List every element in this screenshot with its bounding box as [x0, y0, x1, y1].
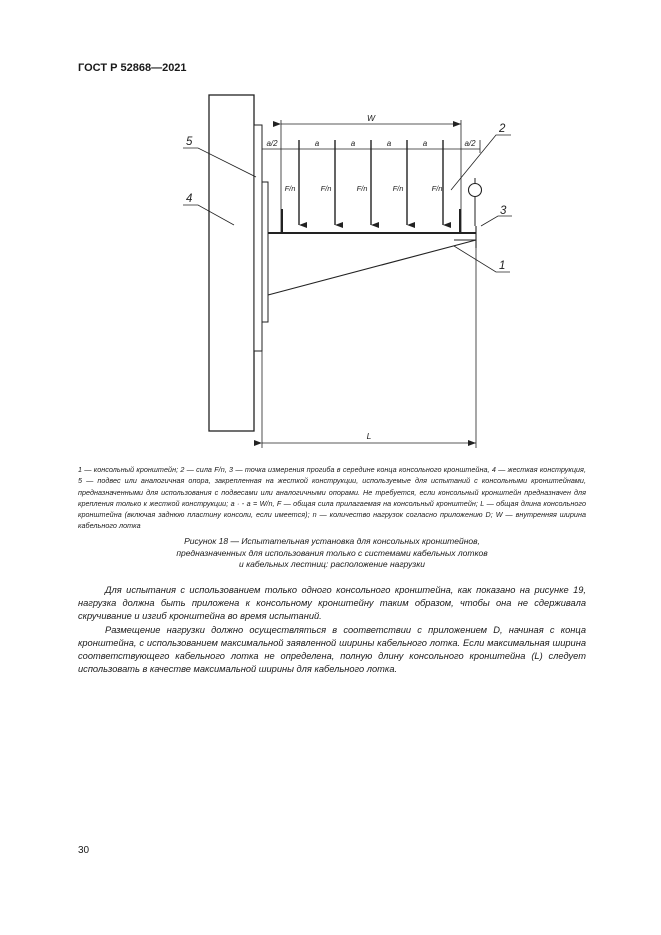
l-label: L: [366, 431, 372, 441]
figure-caption: [100, 536, 564, 571]
callout-3: 3: [500, 205, 507, 217]
caption-line: Рисунок 18 — Испытательная установка для консольных кронштейнов,: [184, 536, 480, 546]
paragraph: Размещение нагрузки должно осуществляться в соответствии с приложением D, начиная с конца кронштейна, с использованием максимальной заявленной ширины кабельного лотка. Если максимальная ширина соответствующего кабельного лотка не определена, полную длину консольного кронштейна (L) следует использовать в качестве максимальной ширины для кабельного лотка.: [78, 624, 586, 675]
w-label: W: [366, 113, 376, 123]
page-number: 30: [78, 845, 90, 856]
force-arrows: [299, 140, 443, 225]
callout-1: 1: [499, 260, 506, 272]
callout-2: 2: [499, 123, 506, 135]
deflection-gauge: [469, 184, 482, 197]
body-text: [78, 584, 586, 676]
rigid-structure: [209, 95, 254, 431]
figure-18-diagram: [0, 0, 661, 460]
a-label: a: [422, 139, 428, 148]
caption-line: предназначенных для использования только с системами кабельных лотков: [176, 547, 488, 558]
callout-4: 4: [186, 193, 193, 205]
callout-5: 5: [186, 136, 193, 148]
force-label: F/n: [431, 184, 443, 193]
a-half-right-label: a/2: [464, 139, 476, 148]
figure-legend: 1 — консольный кронштейн; 2 — сила F/n, 3 — точка измерения прогиба в середине конца консольного кронштейна, 4 — жесткая конструкция, 5 — подвес или аналогичная опора, закрепленная на жесткой конструкции, используемые для испытаний с консольными кронштейнами, предназначенными для использования с подвесами или аналогичными опорами. Не требуется, если консольный кронштейн предназначен для крепления только к жесткой конструкции; a · - a = W/n, F — общая сила прилагаемая на консольный кронштейн; L — общая длина консольного кронштейна (включая заднюю пластину консоли, если имеется); n — количество нагрузок согласно приложению D; W — внутренняя ширина кабельного лотка: [78, 465, 586, 531]
a-label: a: [386, 139, 392, 148]
force-labels: [285, 184, 443, 193]
a-half-left-label: a/2: [266, 139, 278, 148]
a-label: a: [350, 139, 356, 148]
caption-line: и кабельных лестниц: расположение нагрузки: [239, 559, 425, 570]
force-label: F/n: [392, 184, 404, 193]
cantilever-bottom: [268, 240, 476, 295]
force-label: F/n: [320, 184, 332, 193]
a-label: a: [314, 139, 320, 148]
document-header: ГОСТ Р 52868—2021: [78, 62, 187, 74]
force-label: F/n: [356, 184, 368, 193]
force-label: F/n: [284, 184, 296, 193]
hanger-support: [254, 125, 262, 351]
paragraph: Для испытания с использованием только одного консольного кронштейна, как показано на рисунке 19, нагрузка должна быть приложена к консольному кронштейну таким образом, чтобы она не сдерживала скручивание и изгиб кронштейна во время испытаний.: [78, 585, 586, 622]
back-plate: [262, 182, 268, 322]
